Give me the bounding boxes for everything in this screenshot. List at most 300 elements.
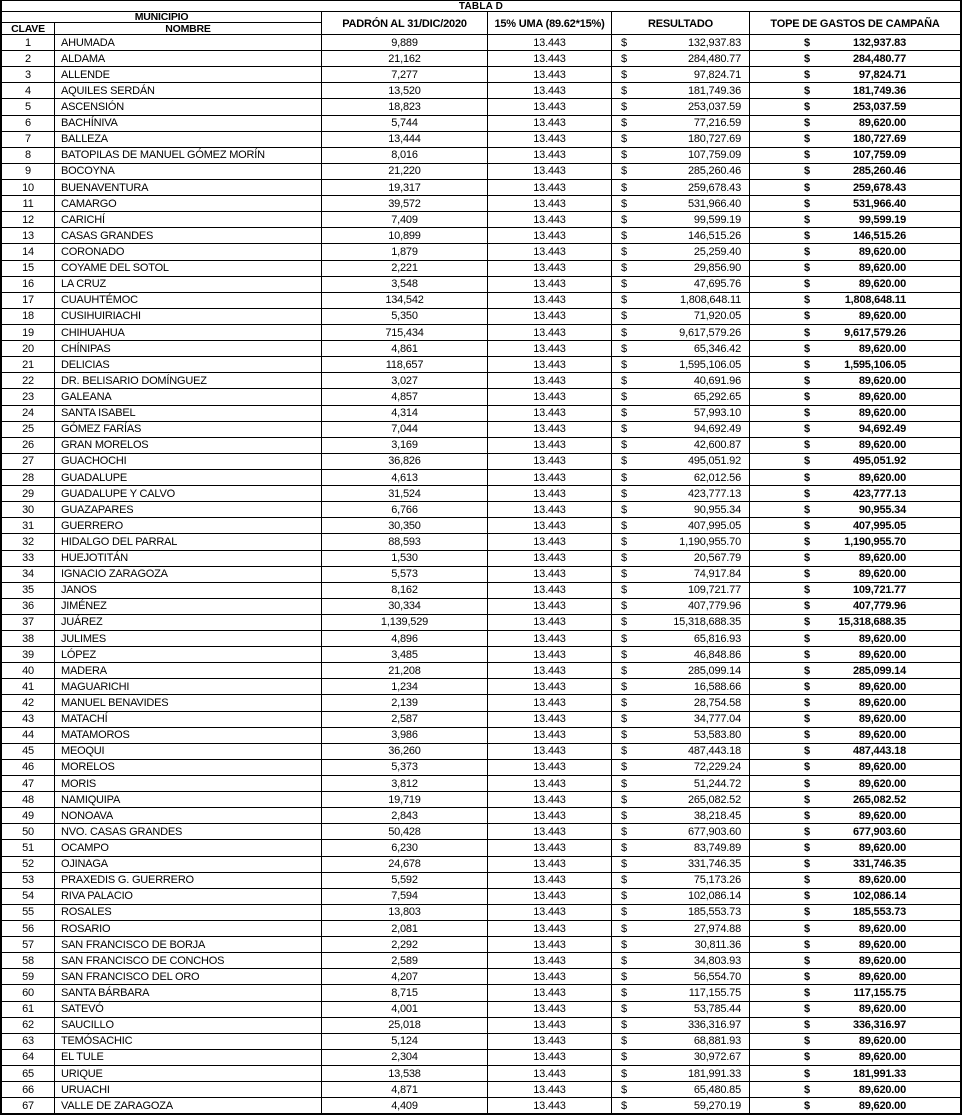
tope-value: 407,779.96: [852, 600, 906, 613]
cell-clave: 17: [2, 293, 55, 308]
cell-padron: 2,081: [322, 921, 488, 936]
resultado-value: 94,692.49: [693, 423, 741, 436]
cell-resultado: [612, 679, 750, 694]
cell-clave: 30: [2, 502, 55, 517]
cell-tope: [750, 357, 960, 372]
currency-symbol: $: [804, 1019, 810, 1032]
currency-symbol: $: [621, 970, 627, 983]
cell-padron: 2,292: [322, 937, 488, 952]
cell-uma: 13.443: [488, 744, 612, 759]
cell-municipio-nombre: GUERRERO: [55, 518, 322, 533]
cell-tope: [750, 985, 960, 1000]
cell-resultado: [612, 438, 750, 453]
cell-clave: 18: [2, 309, 55, 324]
table-row: [2, 985, 960, 1001]
cell-uma: 13.443: [488, 808, 612, 823]
cell-padron: 21,208: [322, 663, 488, 678]
cell-uma: 13.443: [488, 35, 612, 50]
tope-value: 89,620.00: [858, 680, 906, 693]
resultado-value: 285,099.14: [687, 664, 741, 677]
currency-symbol: $: [621, 1067, 627, 1080]
table-row: [2, 309, 960, 325]
currency-symbol: $: [804, 310, 810, 323]
currency-symbol: $: [804, 761, 810, 774]
currency-symbol: $: [804, 390, 810, 403]
currency-symbol: $: [804, 922, 810, 935]
cell-tope: [750, 953, 960, 968]
currency-symbol: $: [804, 423, 810, 436]
cell-uma: 13.443: [488, 615, 612, 630]
cell-municipio-nombre: AQUILES SERDÁN: [55, 83, 322, 98]
cell-resultado: [612, 293, 750, 308]
table-row: [2, 776, 960, 792]
cell-tope: [750, 712, 960, 727]
tope-value: 89,620.00: [858, 390, 906, 403]
currency-symbol: $: [804, 568, 810, 581]
currency-symbol: $: [804, 36, 810, 49]
cell-municipio-nombre: MANUEL BENAVIDES: [55, 695, 322, 710]
tope-value: 89,620.00: [858, 1035, 906, 1048]
cell-tope: [750, 35, 960, 50]
resultado-value: 16,588.66: [693, 680, 741, 693]
resultado-value: 83,749.89: [693, 842, 741, 855]
cell-uma: 13.443: [488, 261, 612, 276]
currency-symbol: $: [621, 133, 627, 146]
cell-clave: 62: [2, 1018, 55, 1033]
cell-uma: 13.443: [488, 180, 612, 195]
resultado-value: 109,721.77: [687, 584, 741, 597]
cell-clave: 13: [2, 228, 55, 243]
tope-value: 102,086.14: [852, 890, 906, 903]
cell-resultado: [612, 228, 750, 243]
resultado-value: 1,595,106.05: [679, 358, 741, 371]
tope-value: 9,617,579.26: [844, 326, 906, 339]
cell-clave: 54: [2, 889, 55, 904]
table-row: [2, 567, 960, 583]
currency-symbol: $: [804, 117, 810, 130]
currency-symbol: $: [621, 519, 627, 532]
table-row: [2, 857, 960, 873]
cell-municipio-nombre: GÓMEZ FARÍAS: [55, 422, 322, 437]
currency-symbol: $: [621, 503, 627, 516]
cell-municipio-nombre: GRAN MORELOS: [55, 438, 322, 453]
currency-symbol: $: [804, 471, 810, 484]
currency-symbol: $: [621, 358, 627, 371]
currency-symbol: $: [621, 890, 627, 903]
cell-resultado: [612, 599, 750, 614]
resultado-value: 75,173.26: [693, 874, 741, 887]
cell-uma: 13.443: [488, 1002, 612, 1017]
cell-padron: 13,803: [322, 905, 488, 920]
cell-resultado: [612, 518, 750, 533]
cell-clave: 51: [2, 840, 55, 855]
cell-uma: 13.443: [488, 518, 612, 533]
cell-municipio-nombre: CAMARGO: [55, 196, 322, 211]
currency-symbol: $: [804, 1035, 810, 1048]
cell-municipio-nombre: URIQUE: [55, 1066, 322, 1081]
cell-tope: [750, 518, 960, 533]
cell-tope: [750, 406, 960, 421]
cell-padron: 6,230: [322, 840, 488, 855]
cell-municipio-nombre: MORIS: [55, 776, 322, 791]
cell-resultado: [612, 969, 750, 984]
cell-clave: 58: [2, 953, 55, 968]
cell-tope: [750, 905, 960, 920]
cell-municipio-nombre: CARICHÍ: [55, 212, 322, 227]
tope-value: 185,553.73: [852, 906, 906, 919]
currency-symbol: $: [804, 890, 810, 903]
tope-value: 15,318,688.35: [838, 616, 906, 629]
cell-resultado: [612, 164, 750, 179]
cell-resultado: [612, 744, 750, 759]
currency-symbol: $: [621, 987, 627, 999]
resultado-value: 25,259.40: [693, 245, 741, 258]
cell-resultado: [612, 953, 750, 968]
cell-clave: 23: [2, 389, 55, 404]
currency-symbol: $: [804, 294, 810, 307]
cell-municipio-nombre: ASCENSIÓN: [55, 99, 322, 114]
cell-clave: 66: [2, 1082, 55, 1097]
cell-municipio-nombre: NAMIQUIPA: [55, 792, 322, 807]
cell-uma: 13.443: [488, 1098, 612, 1113]
resultado-value: 181,991.33: [687, 1067, 741, 1080]
cell-resultado: [612, 663, 750, 678]
table-row: [2, 35, 960, 51]
header-nombre: NOMBRE: [55, 23, 322, 35]
currency-symbol: $: [621, 342, 627, 355]
currency-symbol: $: [621, 455, 627, 468]
currency-symbol: $: [621, 874, 627, 887]
table-row: [2, 792, 960, 808]
cell-resultado: [612, 196, 750, 211]
cell-municipio-nombre: JANOS: [55, 583, 322, 598]
cell-resultado: [612, 325, 750, 340]
currency-symbol: $: [621, 229, 627, 242]
resultado-value: 253,037.59: [687, 100, 741, 113]
cell-padron: 1,879: [322, 244, 488, 259]
cell-padron: 2,843: [322, 808, 488, 823]
cell-clave: 61: [2, 1002, 55, 1017]
cell-uma: 13.443: [488, 1034, 612, 1049]
table-row: [2, 631, 960, 647]
currency-symbol: $: [804, 197, 810, 210]
cell-tope: [750, 486, 960, 501]
cell-clave: 22: [2, 373, 55, 388]
resultado-value: 487,443.18: [687, 745, 741, 758]
cell-resultado: [612, 921, 750, 936]
cell-clave: 48: [2, 792, 55, 807]
cell-clave: 32: [2, 534, 55, 549]
cell-municipio-nombre: URUACHI: [55, 1082, 322, 1097]
currency-symbol: $: [621, 294, 627, 307]
table-row: [2, 277, 960, 293]
cell-resultado: [612, 695, 750, 710]
resultado-value: 59,270.19: [693, 1099, 741, 1112]
resultado-value: 9,617,579.26: [679, 326, 741, 339]
cell-clave: 46: [2, 760, 55, 775]
table-row: [2, 1018, 960, 1034]
cell-uma: 13.443: [488, 470, 612, 485]
table-row: [2, 83, 960, 99]
cell-tope: [750, 67, 960, 82]
tope-value: 1,808,648.11: [844, 294, 906, 307]
currency-symbol: $: [621, 423, 627, 436]
cell-tope: [750, 1050, 960, 1065]
cell-uma: 13.443: [488, 148, 612, 163]
cell-uma: 13.443: [488, 164, 612, 179]
cell-padron: 4,001: [322, 1002, 488, 1017]
currency-symbol: $: [621, 825, 627, 838]
header-municipio-group: MUNICIPIO: [2, 12, 322, 23]
cell-municipio-nombre: SAN FRANCISCO DE BORJA: [55, 937, 322, 952]
cell-padron: 9,889: [322, 35, 488, 50]
currency-symbol: $: [804, 858, 810, 871]
table-row: [2, 679, 960, 695]
cell-uma: 13.443: [488, 679, 612, 694]
currency-symbol: $: [804, 149, 810, 162]
cell-municipio-nombre: MADERA: [55, 663, 322, 678]
cell-clave: 25: [2, 422, 55, 437]
cell-tope: [750, 776, 960, 791]
table-row: [2, 1082, 960, 1098]
cell-uma: 13.443: [488, 712, 612, 727]
cell-uma: 13.443: [488, 567, 612, 582]
cell-clave: 3: [2, 67, 55, 82]
cell-clave: 38: [2, 631, 55, 646]
cell-tope: [750, 663, 960, 678]
cell-tope: [750, 969, 960, 984]
cell-municipio-nombre: GUADALUPE: [55, 470, 322, 485]
tope-value: 89,620.00: [858, 407, 906, 420]
currency-symbol: $: [621, 100, 627, 113]
currency-symbol: $: [804, 229, 810, 242]
cell-tope: [750, 228, 960, 243]
table-row: [2, 116, 960, 132]
cell-uma: 13.443: [488, 116, 612, 131]
cell-resultado: [612, 647, 750, 662]
cell-tope: [750, 631, 960, 646]
cell-clave: 7: [2, 132, 55, 147]
tope-value: 89,620.00: [858, 632, 906, 645]
cell-padron: 36,260: [322, 744, 488, 759]
currency-symbol: $: [621, 1003, 627, 1016]
cell-tope: [750, 422, 960, 437]
table-row: [2, 663, 960, 679]
cell-uma: 13.443: [488, 953, 612, 968]
resultado-value: 47,695.76: [693, 278, 741, 291]
tope-value: 259,678.43: [852, 181, 906, 194]
tope-value: 89,620.00: [858, 874, 906, 887]
tope-value: 117,155.75: [853, 987, 906, 999]
cell-resultado: [612, 99, 750, 114]
cell-municipio-nombre: BACHÍNIVA: [55, 116, 322, 131]
cell-tope: [750, 679, 960, 694]
currency-symbol: $: [804, 987, 810, 999]
tope-value: 94,692.49: [858, 423, 906, 436]
cell-resultado: [612, 760, 750, 775]
currency-symbol: $: [804, 342, 810, 355]
cell-uma: 13.443: [488, 937, 612, 952]
table-row: [2, 244, 960, 260]
table-row: [2, 228, 960, 244]
table-row: [2, 1034, 960, 1050]
cell-padron: 2,139: [322, 695, 488, 710]
resultado-value: 331,746.35: [687, 858, 741, 871]
tope-value: 285,260.46: [852, 165, 906, 178]
tope-value: 132,937.83: [852, 36, 906, 49]
resultado-value: 38,218.45: [693, 809, 741, 822]
resultado-value: 28,754.58: [693, 697, 741, 710]
resultado-value: 284,480.77: [687, 52, 741, 65]
cell-clave: 33: [2, 551, 55, 566]
cell-resultado: [612, 551, 750, 566]
cell-tope: [750, 83, 960, 98]
currency-symbol: $: [621, 922, 627, 935]
tope-value: 284,480.77: [852, 52, 906, 65]
currency-symbol: $: [804, 68, 810, 81]
cell-resultado: [612, 905, 750, 920]
currency-symbol: $: [804, 535, 810, 548]
cell-padron: 36,826: [322, 454, 488, 469]
currency-symbol: $: [804, 809, 810, 822]
cell-municipio-nombre: HIDALGO DEL PARRAL: [55, 534, 322, 549]
table-row: [2, 470, 960, 486]
table-row: [2, 937, 960, 953]
resultado-value: 20,567.79: [693, 552, 741, 565]
cell-padron: 7,594: [322, 889, 488, 904]
cell-resultado: [612, 728, 750, 743]
currency-symbol: $: [804, 729, 810, 742]
currency-symbol: $: [621, 197, 627, 210]
table-row: [2, 261, 960, 277]
table-row: [2, 486, 960, 502]
cell-tope: [750, 744, 960, 759]
cell-clave: 52: [2, 857, 55, 872]
table-title: TABLA D: [2, 1, 960, 12]
currency-symbol: $: [804, 181, 810, 194]
table-row: [2, 1050, 960, 1066]
currency-symbol: $: [804, 1099, 810, 1112]
currency-symbol: $: [804, 793, 810, 806]
resultado-value: 56,554.70: [693, 970, 741, 983]
cell-municipio-nombre: VALLE DE ZARAGOZA: [55, 1098, 322, 1113]
cell-clave: 10: [2, 180, 55, 195]
cell-padron: 18,823: [322, 99, 488, 114]
cell-municipio-nombre: HUEJOTITÁN: [55, 551, 322, 566]
currency-symbol: $: [621, 648, 627, 661]
cell-clave: 16: [2, 277, 55, 292]
cell-clave: 47: [2, 776, 55, 791]
table-row: [2, 99, 960, 115]
cell-clave: 1: [2, 35, 55, 50]
cell-padron: 1,530: [322, 551, 488, 566]
cell-uma: 13.443: [488, 776, 612, 791]
cell-uma: 13.443: [488, 212, 612, 227]
cell-clave: 57: [2, 937, 55, 952]
resultado-value: 15,318,688.35: [673, 616, 741, 629]
cell-municipio-nombre: OJINAGA: [55, 857, 322, 872]
cell-tope: [750, 309, 960, 324]
cell-padron: 8,715: [322, 985, 488, 1000]
cell-padron: 4,613: [322, 470, 488, 485]
tope-value: 89,620.00: [858, 922, 906, 935]
cell-resultado: [612, 83, 750, 98]
cell-padron: 7,409: [322, 212, 488, 227]
header-resultado: RESULTADO: [612, 12, 750, 35]
currency-symbol: $: [621, 809, 627, 822]
cell-uma: 13.443: [488, 1050, 612, 1065]
cell-clave: 20: [2, 341, 55, 356]
cell-tope: [750, 325, 960, 340]
cell-resultado: [612, 1066, 750, 1081]
tope-value: 89,620.00: [858, 970, 906, 983]
tope-value: 89,620.00: [858, 697, 906, 710]
cell-clave: 65: [2, 1066, 55, 1081]
currency-symbol: $: [804, 84, 810, 97]
tope-value: 180,727.69: [852, 133, 906, 146]
cell-tope: [750, 1098, 960, 1113]
tope-value: 336,316.97: [852, 1019, 906, 1032]
currency-symbol: $: [804, 133, 810, 146]
currency-symbol: $: [621, 938, 627, 951]
tope-value: 89,620.00: [858, 713, 906, 726]
resultado-value: 336,316.97: [687, 1019, 741, 1032]
cell-padron: 13,520: [322, 83, 488, 98]
cell-tope: [750, 261, 960, 276]
currency-symbol: $: [621, 584, 627, 597]
table-row: [2, 1098, 960, 1113]
cell-padron: 4,409: [322, 1098, 488, 1113]
cell-resultado: [612, 712, 750, 727]
cell-clave: 5: [2, 99, 55, 114]
cell-municipio-nombre: ALLENDE: [55, 67, 322, 82]
cell-tope: [750, 341, 960, 356]
currency-symbol: $: [621, 745, 627, 758]
cell-clave: 50: [2, 824, 55, 839]
tope-value: 89,620.00: [858, 117, 906, 130]
cell-municipio-nombre: LÓPEZ: [55, 647, 322, 662]
table-row: [2, 695, 960, 711]
cell-resultado: [612, 857, 750, 872]
currency-symbol: $: [621, 1051, 627, 1064]
tope-value: 265,082.52: [852, 793, 906, 806]
currency-symbol: $: [804, 503, 810, 516]
cell-clave: 55: [2, 905, 55, 920]
currency-symbol: $: [621, 213, 627, 226]
table-row: [2, 615, 960, 631]
cell-municipio-nombre: SATEVÓ: [55, 1002, 322, 1017]
currency-symbol: $: [621, 858, 627, 871]
cell-uma: 13.443: [488, 83, 612, 98]
cell-resultado: [612, 244, 750, 259]
currency-symbol: $: [804, 52, 810, 65]
resultado-value: 407,779.96: [687, 600, 741, 613]
resultado-value: 68,881.93: [693, 1035, 741, 1048]
cell-tope: [750, 824, 960, 839]
currency-symbol: $: [804, 632, 810, 645]
cell-clave: 9: [2, 164, 55, 179]
resultado-value: 181,749.36: [687, 84, 741, 97]
cell-clave: 36: [2, 599, 55, 614]
cell-uma: 13.443: [488, 647, 612, 662]
cell-padron: 25,018: [322, 1018, 488, 1033]
cell-uma: 13.443: [488, 132, 612, 147]
cell-resultado: [612, 792, 750, 807]
cell-municipio-nombre: CHIHUAHUA: [55, 325, 322, 340]
cell-uma: 13.443: [488, 51, 612, 66]
resultado-value: 27,974.88: [693, 922, 741, 935]
cell-clave: 6: [2, 116, 55, 131]
